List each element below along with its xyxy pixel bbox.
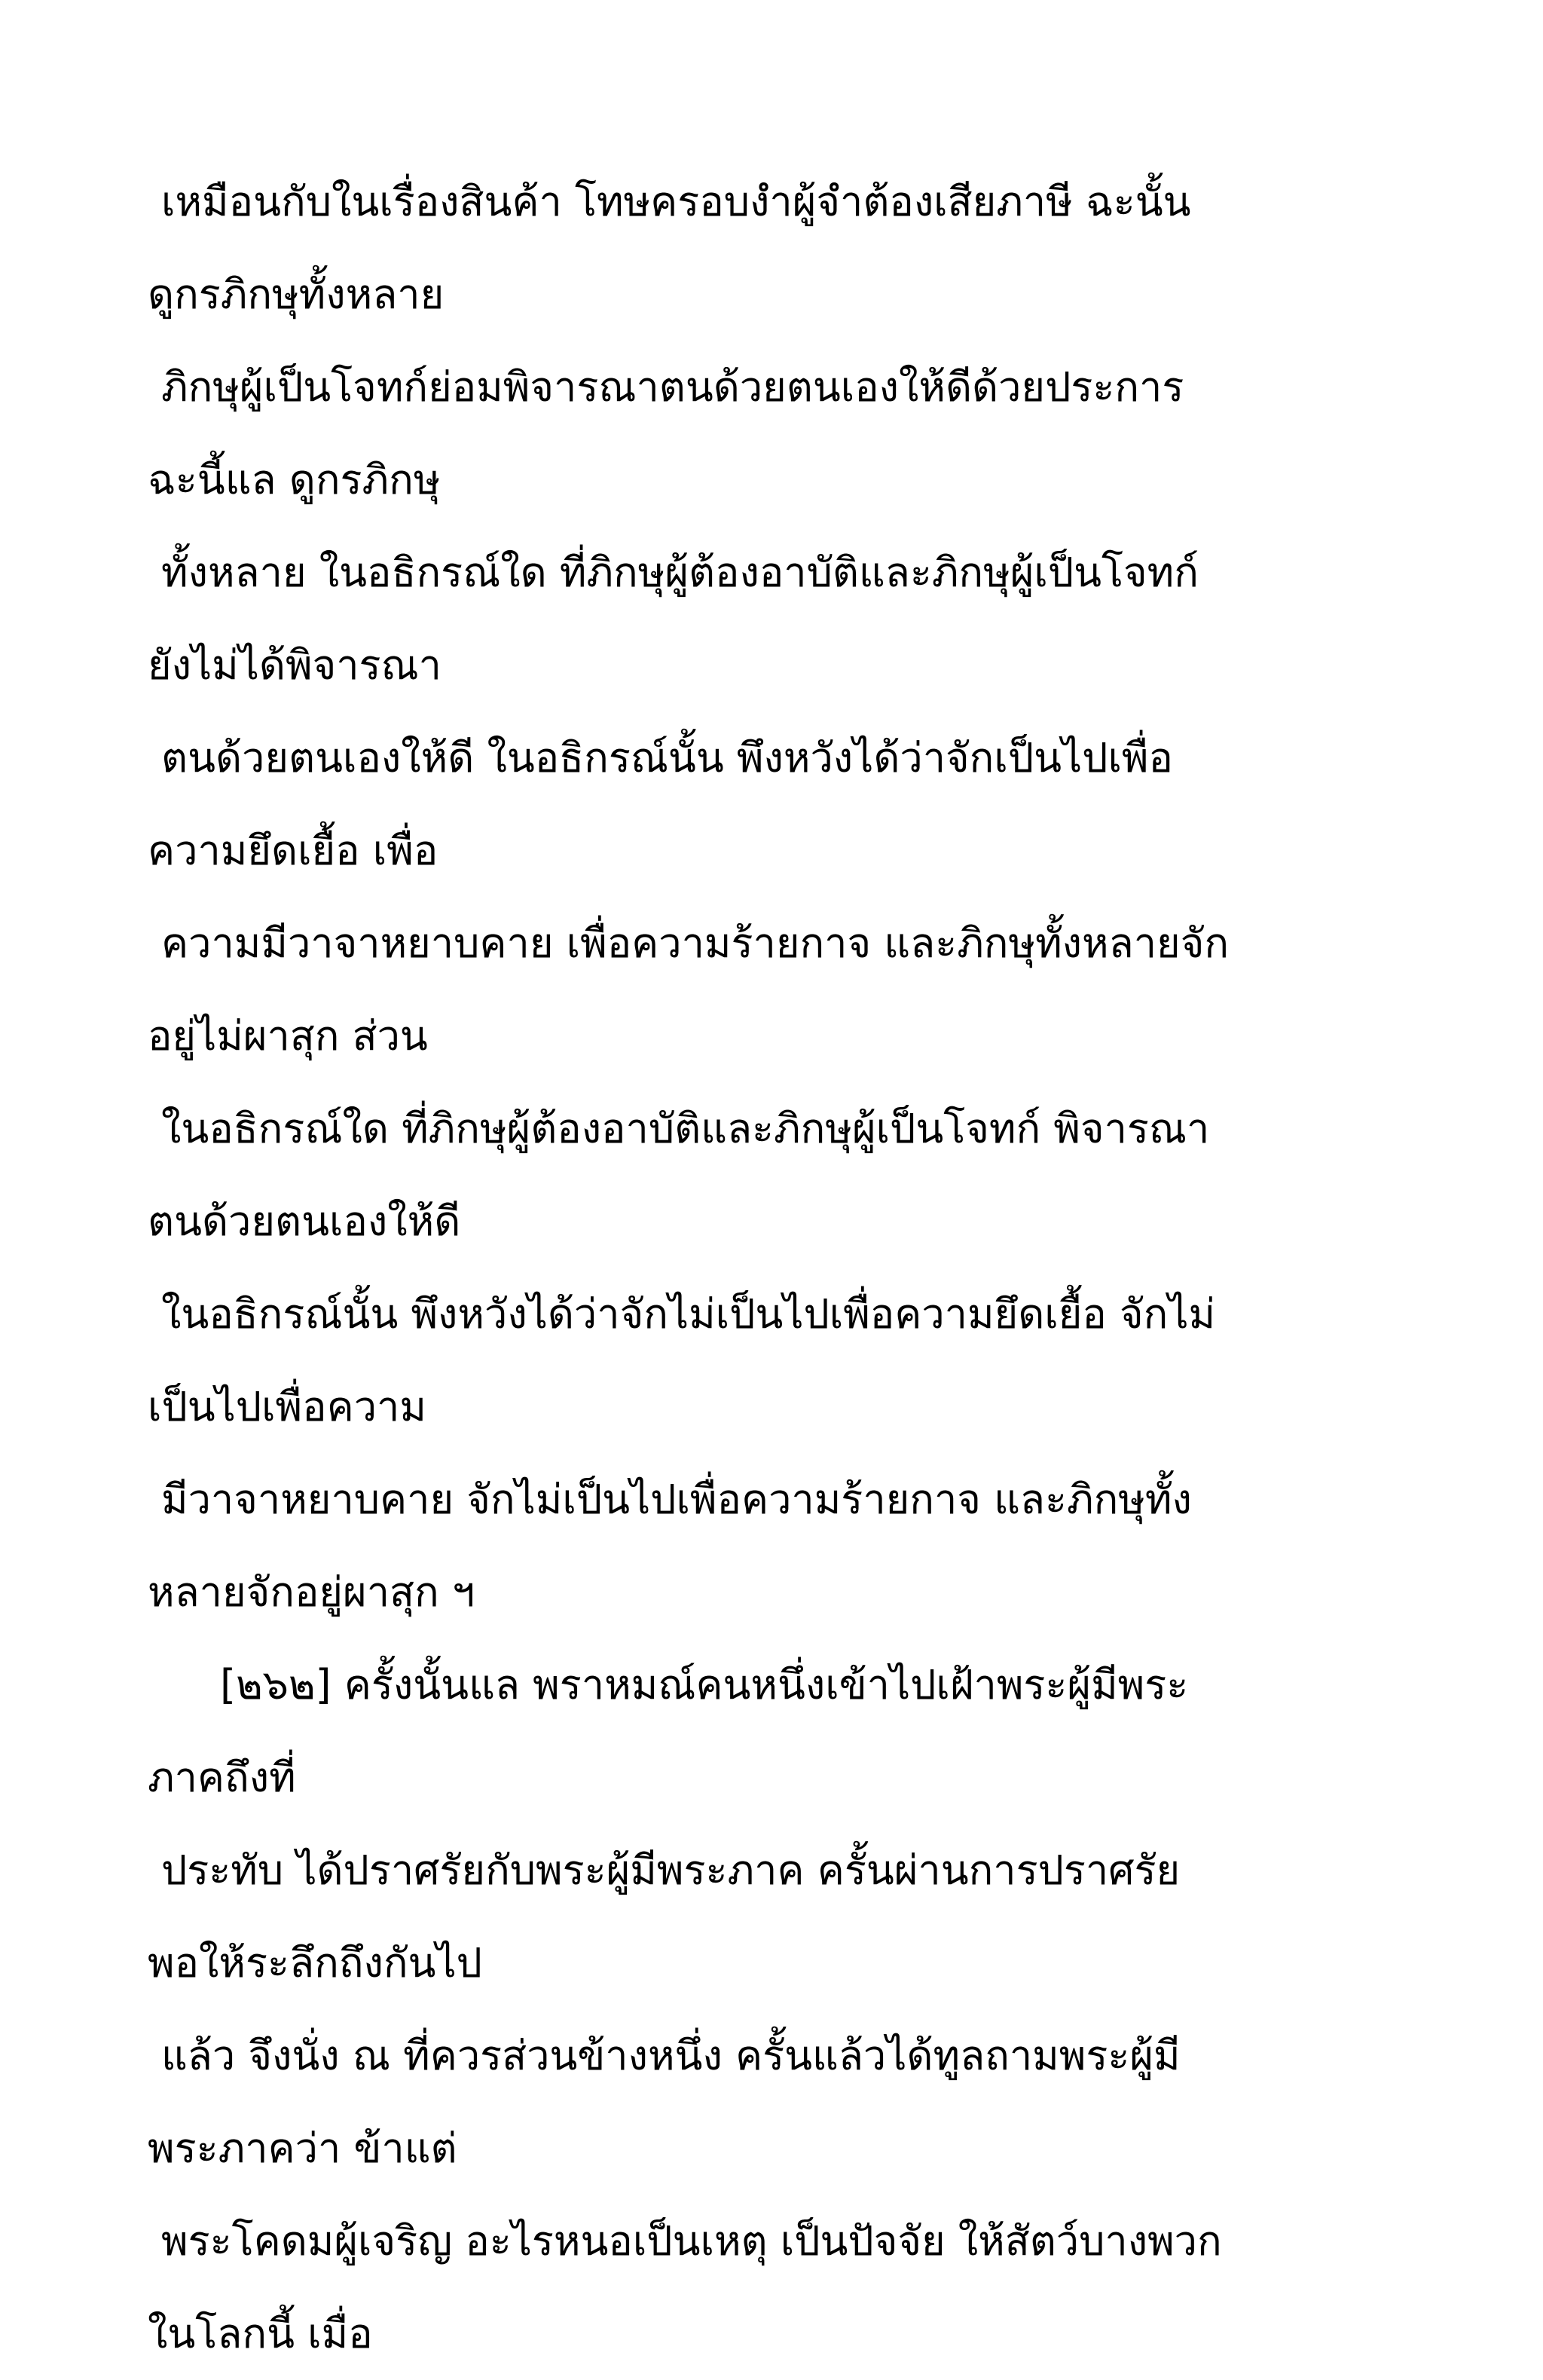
text-line: ความยึดเยื้อ เพื่อ xyxy=(148,827,438,874)
text-line: พระภาคว่า ข้าแต่ xyxy=(148,2125,457,2172)
text-line: ในอธิกรณ์ใด ที่ภิกษุผู้ต้องอาบัติและภิกษุผู้เป็นโจทก์ พิจารณา xyxy=(161,1105,1210,1152)
text-line: มีวาจาหยาบคาย จักไม่เป็นไปเพื่อความร้ายกาจ และภิกษุทั้ง xyxy=(161,1476,1192,1523)
text-line: หลายจักอยู่ผาสุก ฯ xyxy=(148,1568,475,1616)
section-heading-line: [๒๖๒] ครั้งนั้นแล พราหมณ์คนหนึ่งเข้าไปเฝ้าพระผู้มีพระ xyxy=(220,1661,1189,1709)
text-line: อยู่ไม่ผาสุก ส่วน xyxy=(148,1012,428,1060)
text-line: ทั้งหลาย ในอธิกรณ์ใด ที่ภิกษุผู้ต้องอาบัติและภิกษุผู้เป็นโจทก์ xyxy=(161,549,1199,596)
text-line: ภิกษุผู้เป็นโจทก์ย่อมพิจารณาตนด้วยตนเองให้ดีด้วยประการ xyxy=(161,363,1184,411)
text-line: เป็นไปเพื่อความ xyxy=(148,1383,426,1430)
text-line: ยังไม่ได้พิจารณา xyxy=(148,641,442,689)
text-line: ฉะนี้แล ดูกรภิกษุ xyxy=(148,456,441,503)
text-line: ในอธิกรณ์นั้น พึงหวังได้ว่าจักไม่เป็นไปเพื่อความยึดเยื้อ จักไม่ xyxy=(161,1290,1216,1338)
text-line: ความมีวาจาหยาบคาย เพื่อความร้ายกาจ และภิกษุทั้งหลายจัก xyxy=(161,919,1230,967)
text-line: ประทับ ได้ปราศรัยกับพระผู้มีพระภาค ครั้นผ่านการปราศรัย xyxy=(161,1846,1181,1894)
text-line: ในโลกนี้ เมื่อ xyxy=(148,2310,373,2357)
text-line: พอให้ระลึกถึงกันไป xyxy=(148,1939,482,1987)
text-line: ดูกรภิกษุทั้งหลาย xyxy=(148,271,445,318)
text-line: พระโคดมผู้เจริญ อะไรหนอเป็นเหตุ เป็นปัจจัย ให้สัตว์บางพวก xyxy=(161,2217,1222,2265)
body-text xyxy=(148,155,1428,2380)
text-line: แล้ว จึงนั่ง ณ ที่ควรส่วนข้างหนึ่ง ครั้นแล้วได้ทูลถามพระผู้มี xyxy=(161,2032,1181,2079)
text-line: เหมือนกับในเรื่องสินค้า โทษครอบงำผู้จำต้องเสียภาษี ฉะนั้น xyxy=(161,178,1191,225)
text-line: ตนด้วยตนเองให้ดี xyxy=(148,1198,461,1245)
text-line: ภาคถึงที่ xyxy=(148,1754,296,1801)
text-line: ตนด้วยตนเองให้ดี ในอธิกรณ์นั้น พึงหวังได้ว่าจักเป็นไปเพื่อ xyxy=(161,734,1173,782)
